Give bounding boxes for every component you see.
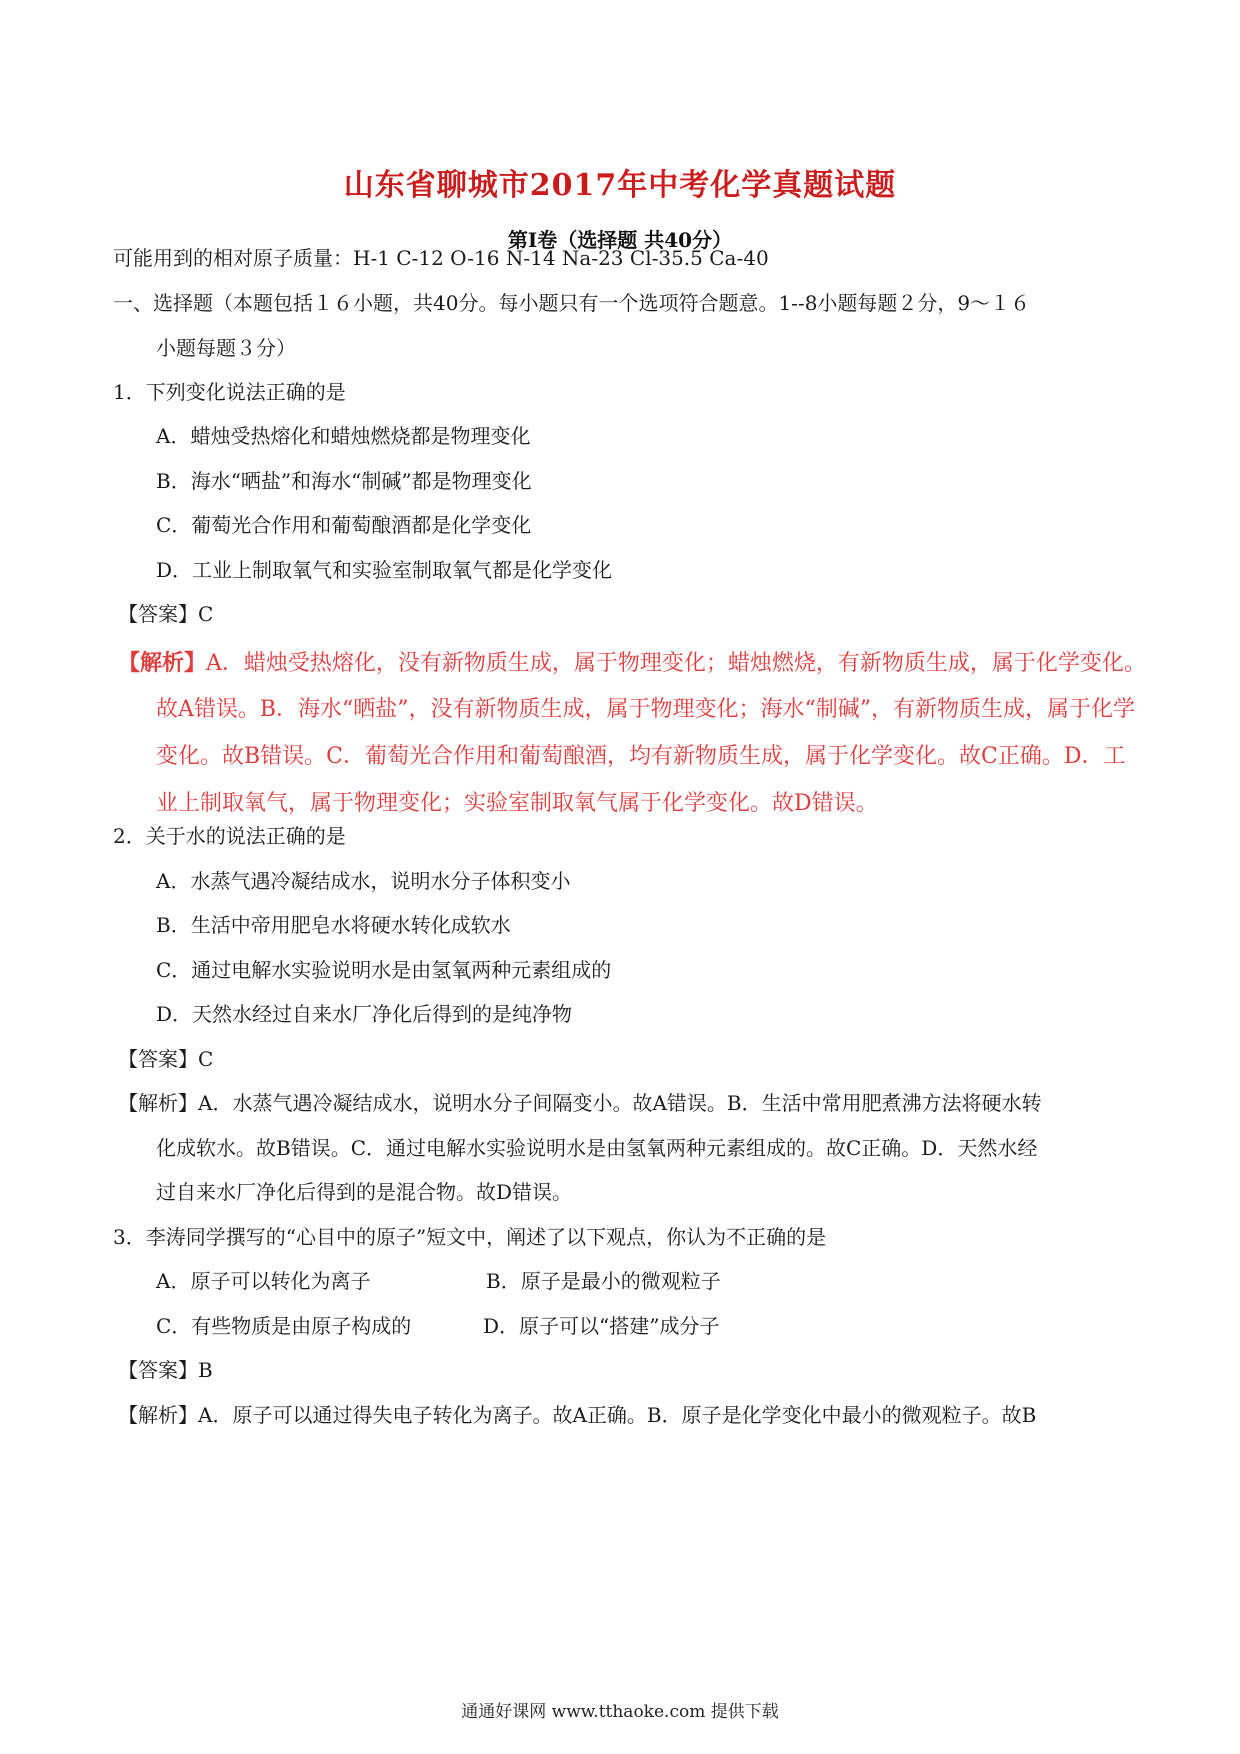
analysis-label: 【解析】 [118, 650, 207, 676]
question-1-analysis-4: 业上制取氧气，属于物理变化；实验室制取氧气属于化学变化。故D错误。 [156, 791, 878, 816]
question-1-answer: 【答案】C [118, 602, 214, 626]
question-1-analysis [118, 648, 1146, 679]
question-1-stem: 1．下列变化说法正确的是 [113, 380, 346, 404]
section-heading: 一、选择题（本题包括１６小题，共40分。每小题只有一个选项符合题意。1--8小题每题２分，9～１６ [113, 291, 1031, 315]
question-1-analysis-2: 故A错误。B．海水“晒盐”，没有新物质生成，属于物理变化；海水“制碱”，有新物质生成，属于化学 [156, 697, 1136, 722]
question-3-option-d: D．原子可以“搭建”成分子 [483, 1314, 720, 1338]
question-2-option-c: C．通过电解水实验说明水是由氢氧两种元素组成的 [156, 958, 612, 982]
analysis-text-1: A．蜡烛受热熔化，没有新物质生成，属于物理变化；蜡烛燃烧，有新物质生成，属于化学变化。 [206, 651, 1146, 676]
page-title: 山东省聊城市2017年中考化学真题试题 [343, 168, 897, 203]
section-heading-cont: 小题每题３分） [156, 336, 296, 360]
section-subtitle: 第Ⅰ卷（选择题 共40分） [507, 228, 733, 252]
question-1-option-c: C．葡萄光合作用和葡萄酿酒都是化学变化 [156, 513, 532, 537]
question-1-option-b: B．海水“晒盐”和海水“制碱”都是物理变化 [156, 469, 532, 493]
atomic-masses: 可能用到的相对原子质量：H-1 C-12 O-16 N-14 Na-23 Cl-35.5 Ca-40 [113, 246, 769, 270]
question-2-stem: 2．关于水的说法正确的是 [113, 824, 346, 848]
question-3-analysis-1: 【解析】A．原子可以通过得失电子转化为离子。故A正确。B．原子是化学变化中最小的微观粒子。故B [118, 1403, 1037, 1427]
question-3-option-c: C．有些物质是由原子构成的 [156, 1314, 412, 1338]
question-2-option-a: A．水蒸气遇冷凝结成水，说明水分子体积变小 [156, 869, 571, 893]
question-2-option-d: D．天然水经过自来水厂净化后得到的是纯净物 [156, 1002, 573, 1026]
question-2-answer: 【答案】C [118, 1047, 214, 1071]
question-3-option-a: A．原子可以转化为离子 [156, 1269, 371, 1293]
question-3-stem: 3．李涛同学撰写的“心目中的原子”短文中，阐述了以下观点，你认为不正确的是 [113, 1225, 827, 1249]
question-2-analysis-1: 【解析】A．水蒸气遇冷凝结成水，说明水分子间隔变小。故A错误。B．生活中常用肥煮沸方法将硬水转 [118, 1091, 1042, 1115]
question-1-analysis-3: 变化。故B错误。C．葡萄光合作用和葡萄酿酒，均有新物质生成，属于化学变化。故C正确。D．工 [156, 744, 1126, 769]
question-3-answer: 【答案】B [118, 1358, 213, 1382]
page-footer: 通通好课网 www.tthaoke.com 提供下载 [461, 1702, 779, 1722]
question-2-option-b: B．生活中帝用肥皂水将硬水转化成软水 [156, 913, 511, 937]
question-1-option-a: A．蜡烛受热熔化和蜡烛燃烧都是物理变化 [156, 424, 531, 448]
question-2-analysis-3: 过自来水厂净化后得到的是混合物。故D错误。 [156, 1180, 573, 1204]
question-1-option-d: D．工业上制取氧气和实验室制取氧气都是化学变化 [156, 558, 613, 582]
question-3-option-b: B．原子是最小的微观粒子 [486, 1269, 721, 1293]
question-2-analysis-2: 化成软水。故B错误。C．通过电解水实验说明水是由氢氧两种元素组成的。故C正确。D．天然水经 [156, 1136, 1038, 1160]
